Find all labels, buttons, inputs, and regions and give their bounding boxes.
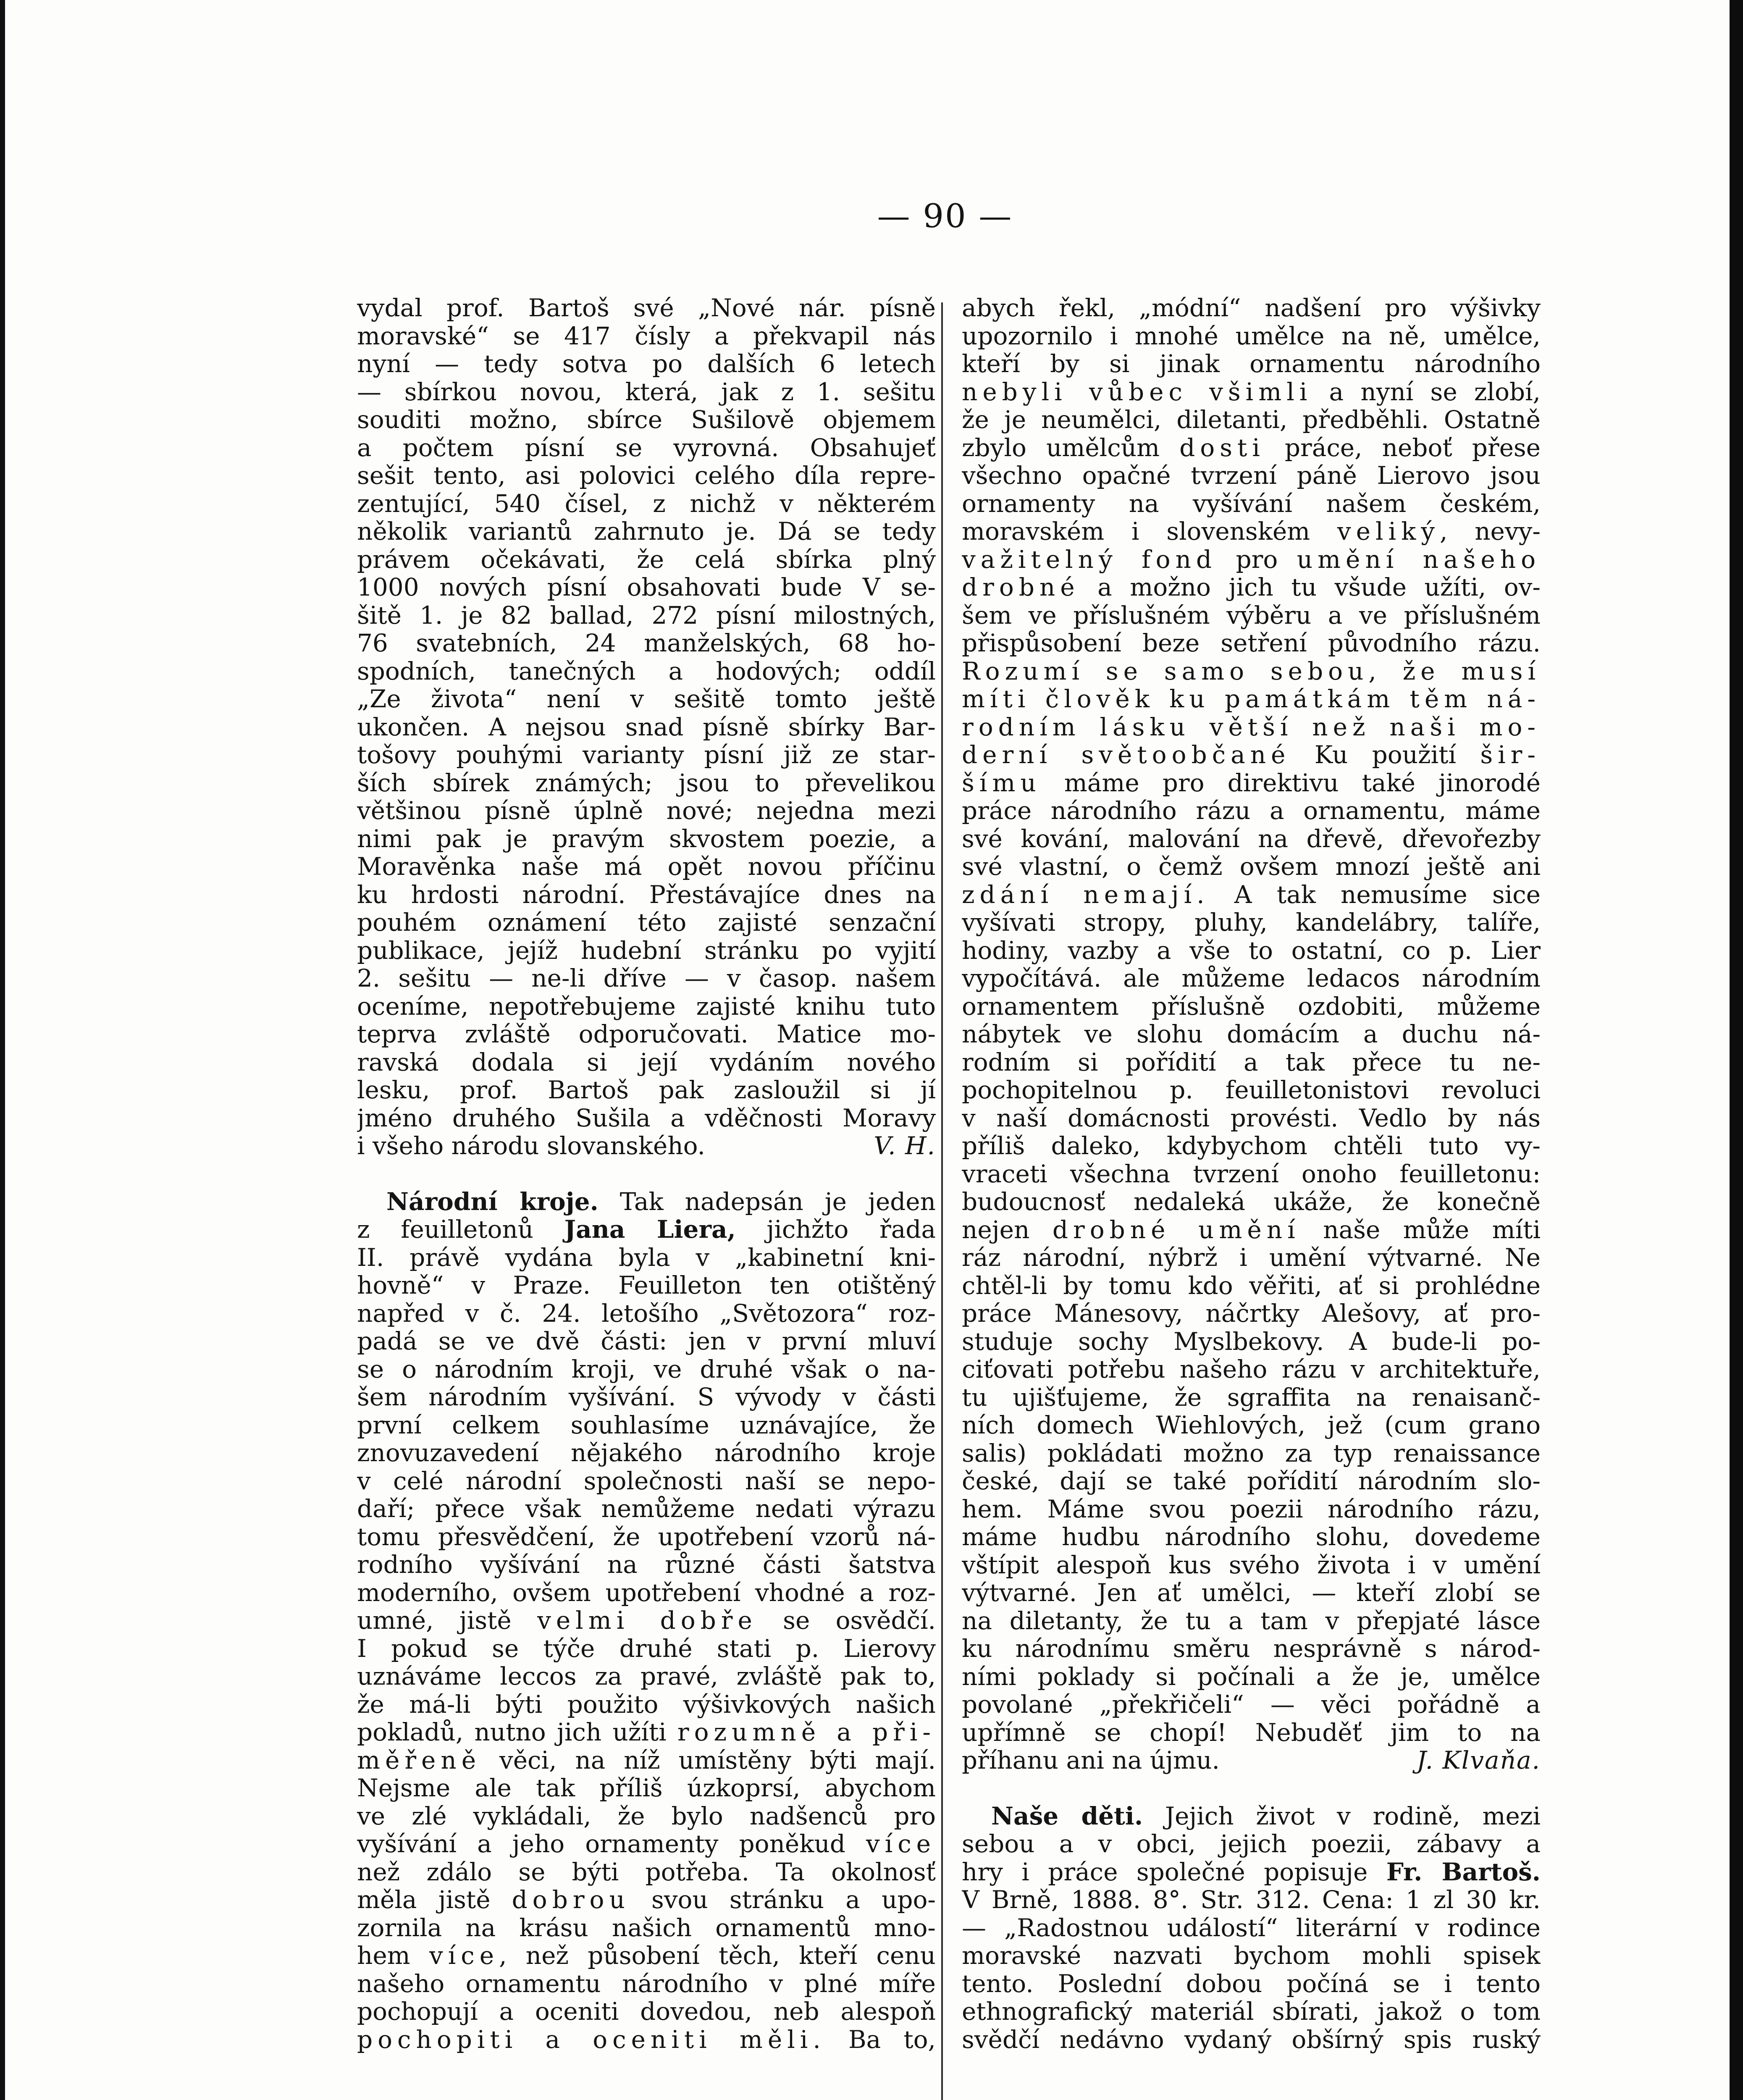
text-span: zbylo umělcům <box>962 433 1180 462</box>
text-line: ku národnímu směru nesprávně s národ- <box>962 1635 1541 1663</box>
left-column <box>357 294 936 2053</box>
text-line: „Ze života“ není v sešitě tomto ještě <box>357 685 936 713</box>
author-name: Jana Liera, <box>564 1215 736 1244</box>
text-line: a počtem písní se vyrovná. Obsahujeť <box>357 433 936 462</box>
text-line: I pokud se týče druhé stati p. Lierovy <box>357 1634 936 1662</box>
text-line <box>357 1606 936 1635</box>
text-span: věci, na níž umístěny býti mají. <box>481 1746 936 1774</box>
text-line: ethnografický materiál sbírati, jakož o tom <box>962 1998 1541 2026</box>
text-line <box>962 741 1541 769</box>
text-line: několik variantů zahrnuto je. Dá se tedy <box>357 517 936 546</box>
text-line <box>962 573 1541 601</box>
text-line: uznáváme leccos za pravé, zvláště pak to, <box>357 1662 936 1690</box>
text-line <box>962 881 1541 909</box>
text-span: a možno jich tu všude užíti, ov- <box>1079 573 1541 601</box>
text-line: ních domech Wiehlových, jež (cum grano <box>962 1411 1541 1439</box>
text-line: — „Radostnou událostí“ literární v rodince <box>962 1914 1541 1942</box>
text-line: české, dají se také pořídití národním slo- <box>962 1467 1541 1495</box>
text-span: nejen <box>962 1215 1053 1244</box>
text-span: vyšívání a jeho ornamenty poněkud <box>357 1830 866 1858</box>
text-line: sebou a v obci, jejich poezii, zábavy a <box>962 1830 1541 1858</box>
text-line <box>357 1132 936 1160</box>
review-bartos-article <box>357 294 936 1160</box>
text-line: souditi možno, sbírce Sušilově objemem <box>357 406 936 434</box>
spaced-emphasis: měřeně <box>357 1746 481 1774</box>
text-line: lesku, prof. Bartoš pak zasloužil si jí <box>357 1076 936 1104</box>
text-line <box>357 2026 936 2054</box>
spaced-emphasis: více <box>866 1830 936 1858</box>
text-span: pokladů, nutno jich užíti <box>357 1718 677 1746</box>
spaced-emphasis: drobné <box>962 573 1080 601</box>
text-line: upřímně se chopí! Nebuděť jim to na <box>962 1718 1541 1746</box>
text-line: pochopují a oceniti dovedou, neb alespoň <box>357 1998 936 2026</box>
text-line: všechno opačné tvrzení páně Lierovo jsou <box>962 462 1541 490</box>
text-line <box>962 517 1541 546</box>
text-line: — sbírkou novou, která, jak z 1. sešitu <box>357 378 936 406</box>
text-line: ráz národní, nýbrž i umění výtvarné. Ne <box>962 1244 1541 1272</box>
text-line: výtvarné. Jen ať umělci, — kteří zlobí se <box>962 1579 1541 1607</box>
text-line: první celkem souhlasíme uznávajíce, že <box>357 1411 936 1439</box>
text-line: šem ve příslušném výběru a ve příslušném <box>962 601 1541 629</box>
text-line: zentující, 540 čísel, z nichž v některém <box>357 489 936 517</box>
article-heading: Národní kroje. <box>386 1187 598 1215</box>
text-line: ukončen. A nejsou snad písně sbírky Bar- <box>357 713 936 741</box>
author-name: Fr. Bartoš. <box>1386 1858 1541 1886</box>
text-line: pouhém oznámení této zajisté senzační <box>357 908 936 937</box>
text-line: své kování, malování na dřevě, dřevořezby <box>962 824 1541 853</box>
text-line: vyšívati stropy, pluhy, kandelábry, talíře, <box>962 908 1541 937</box>
text-line: ku hrdosti národní. Přestávajíce dnes na <box>357 880 936 908</box>
spaced-emphasis: veliký <box>1337 517 1440 546</box>
text-line: právem očekávati, že celá sbírka plný <box>357 545 936 573</box>
text-line: Rozumí se samo sebou, že musí <box>962 657 1541 685</box>
spaced-emphasis: šímu <box>962 769 1041 797</box>
text-line: svědčí nedávno vydaný obšírný spis ruský <box>962 2025 1541 2053</box>
spaced-emphasis: derní světoobčané <box>962 741 1291 769</box>
text-line: povolané „překřičeli“ — věci pořádně a <box>962 1690 1541 1719</box>
text-line: své vlastní, o čemž ovšem mnozí ještě ani <box>962 853 1541 881</box>
text-line: nyní — tedy sotva po dalších 6 letech <box>357 350 936 378</box>
text-line: šem národním vyšívání. S vývody v části <box>357 1383 936 1411</box>
text-line: nábytek ve slohu domácím a duchu ná- <box>962 1020 1541 1048</box>
spaced-emphasis: pochopiti a oceniti měli. <box>357 2025 826 2053</box>
text-line <box>962 1858 1541 1886</box>
text-line-content: i všeho národu slovanského. <box>357 1132 705 1160</box>
text-line <box>962 1216 1541 1244</box>
article-heading: Naše děti. <box>991 1802 1143 1830</box>
text-span: práce, neboť přese <box>1265 433 1541 462</box>
author-signature: V. H. <box>874 1132 936 1160</box>
text-span: pro <box>1217 545 1297 573</box>
text-line <box>357 1830 936 1858</box>
text-line: rodního vyšívání na různé části šatstva <box>357 1551 936 1579</box>
text-span: měla jistě <box>357 1886 512 1914</box>
text-line: Nejsme ale tak příliš úzkoprsí, abychom <box>357 1774 936 1802</box>
text-line <box>357 1886 936 1914</box>
text-line: našeho ornamentu národního v plné míře <box>357 1969 936 1998</box>
text-line <box>962 1802 1541 1830</box>
text-line: v naší domácnosti provésti. Vedlo by nás <box>962 1104 1541 1132</box>
text-span: a nyní se zlobí, <box>1312 378 1541 406</box>
text-span: Ba to, <box>825 2025 936 2053</box>
text-span: Ku použití <box>1290 741 1480 769</box>
text-line: tento. Poslední dobou počíná se i tento <box>962 1969 1541 1998</box>
text-span: naše může míti <box>1300 1215 1541 1244</box>
spaced-emphasis: umění našeho <box>1297 545 1541 573</box>
text-line: sešit tento, asi polovici celého díla repre- <box>357 462 936 490</box>
text-line: příliš daleko, kdybychom chtěli tuto vy- <box>962 1132 1541 1160</box>
text-line: většinou písně úplně nové; nejedna mezi <box>357 797 936 825</box>
text-line: než zdálo se býti potřeba. Ta okolnosť <box>357 1858 936 1886</box>
spaced-emphasis: dosti <box>1179 433 1265 462</box>
text-line: padá se ve dvě části: jen v první mluví <box>357 1327 936 1355</box>
text-line: studuje sochy Myslbekovy. A bude-li po- <box>962 1327 1541 1355</box>
text-line: práce národního rázu a ornamentu, máme <box>962 797 1541 825</box>
spaced-emphasis: rozumně a při- <box>677 1718 936 1746</box>
text-line: jméno druhého Sušila a vděčnosti Moravy <box>357 1104 936 1132</box>
spaced-emphasis: drobné umění <box>1052 1215 1300 1244</box>
spaced-emphasis: šir- <box>1480 741 1541 769</box>
spaced-emphasis: važitelný fond <box>962 545 1217 573</box>
text-line: hodiny, vazby a vše to ostatní, co p. Lier <box>962 936 1541 964</box>
text-line: salis) pokládati možno za typ renaissance <box>962 1439 1541 1467</box>
spaced-emphasis: více <box>429 1942 499 1970</box>
text-line: ornamentem příslušně ozdobiti, můžeme <box>962 992 1541 1020</box>
text-span: jichžto řada <box>735 1215 936 1244</box>
text-line: teprva zvláště odporučovati. Matice mo- <box>357 1020 936 1048</box>
text-span: se osvědčí. <box>757 1606 936 1635</box>
text-line <box>962 769 1541 797</box>
scan-edge-right <box>1730 0 1743 2100</box>
text-span: Jejich život v rodině, mezi <box>1143 1802 1541 1830</box>
text-line: publikace, jejíž hudební stránku po vyjití <box>357 936 936 964</box>
text-line <box>357 1215 936 1244</box>
text-line: vypočítává. ale můžeme ledacos národním <box>962 964 1541 992</box>
text-line: 1000 nových písní obsahovati bude V se- <box>357 573 936 601</box>
text-line <box>357 1746 936 1774</box>
column-divider <box>941 302 943 2100</box>
text-span: z feuilletonů <box>357 1215 564 1244</box>
text-span: hem <box>357 1942 429 1970</box>
text-line: Moravěnka naše má opět novou příčinu <box>357 853 936 881</box>
text-line <box>962 546 1541 574</box>
text-span: , nevy- <box>1440 517 1541 546</box>
text-line: budoucnosť nedaleká ukáže, že konečně <box>962 1188 1541 1216</box>
text-line: nimi pak je pravým skvostem poezie, a <box>357 824 936 853</box>
spaced-emphasis: dobrou <box>512 1886 630 1914</box>
text-line: ciťovati potřebu našeho rázu v architektuře, <box>962 1355 1541 1383</box>
text-line: moderního, ovšem upotřebení vhodné a roz- <box>357 1578 936 1606</box>
text-line-content: příhanu ani na újmu. <box>962 1746 1220 1774</box>
text-line <box>357 1188 936 1216</box>
text-line: ornamenty na vyšívání našem českém, <box>962 489 1541 517</box>
spaced-emphasis: zdání nemají. <box>962 880 1210 908</box>
text-line: že má-li býti použito výšivkových našich <box>357 1690 936 1718</box>
text-line <box>962 434 1541 462</box>
text-line: daří; přece však nemůžeme nedati výrazu <box>357 1495 936 1523</box>
text-line: 76 svatebních, 24 manželských, 68 ho- <box>357 629 936 657</box>
text-line: moravské nazvati bychom mohli spisek <box>962 1942 1541 1970</box>
text-span: moravském i slovenském <box>962 517 1337 546</box>
text-line: ravská dodala si její vydáním nového <box>357 1048 936 1076</box>
text-line: rodním si pořídití a tak přece tu ne- <box>962 1048 1541 1076</box>
right-column <box>962 294 1541 2053</box>
text-line: abych řekl, „módní“ nadšení pro výšivky <box>962 294 1541 322</box>
scan-edge-left <box>0 0 5 2100</box>
page-number: — 90 — <box>877 197 1013 235</box>
text-line: tošovy pouhými varianty písní již ze star- <box>357 741 936 769</box>
text-span: umné, jistě <box>357 1606 538 1635</box>
spaced-emphasis: nebyli vůbec všimli <box>962 378 1312 406</box>
text-line: pochopitelnou p. feuilletonistovi revoluci <box>962 1076 1541 1104</box>
text-line: zornila na krásu našich ornamentů mno- <box>357 1914 936 1942</box>
text-line: ších sbírek známých; jsou to převelikou <box>357 769 936 797</box>
nase-deti-article <box>962 1802 1541 2054</box>
text-line: práce Mánesovy, náčrtky Alešovy, ať pro- <box>962 1299 1541 1328</box>
text-line <box>357 1942 936 1970</box>
text-line: oceníme, nepotřebujeme zajisté knihu tuto <box>357 992 936 1020</box>
text-line: vštípit alespoň kus svého života i v umění <box>962 1551 1541 1579</box>
narodni-kroje-continuation <box>962 294 1541 1774</box>
text-line: míti člověk ku památkám těm ná- <box>962 685 1541 713</box>
text-line: ve zlé vykládali, že bylo nadšenců pro <box>357 1802 936 1830</box>
spaced-emphasis: velmi dobře <box>537 1606 757 1635</box>
text-line: máme hudbu národního slohu, dovedeme <box>962 1523 1541 1551</box>
text-line: na diletanty, že tu a tam v přepjaté lásce <box>962 1606 1541 1635</box>
text-span: svou stránku a upo- <box>630 1886 936 1914</box>
text-line <box>357 1718 936 1746</box>
text-line: přispůsobení beze setření původního rázu. <box>962 629 1541 657</box>
narodni-kroje-article <box>357 1188 936 2054</box>
text-line: chtěl-li by tomu kdo věřiti, ať si prohlédne <box>962 1271 1541 1299</box>
text-line: znovuzavedení nějakého národního kroje <box>357 1439 936 1467</box>
text-span: máme pro direktivu také jinorodé <box>1041 769 1541 797</box>
text-line: tomu přesvědčení, že upotřebení vzorů ná- <box>357 1522 936 1551</box>
text-line: že je neumělci, diletanti, předběhli. Ostatně <box>962 406 1541 434</box>
text-line: rodním lásku větší než naši mo- <box>962 713 1541 741</box>
text-line: kteří by si jinak ornamentu národního <box>962 350 1541 378</box>
text-line: hem. Máme svou poezii národního rázu, <box>962 1495 1541 1523</box>
text-line: 2. sešitu — ne-li dříve — v časop. našem <box>357 964 936 992</box>
text-line: vydal prof. Bartoš své „Nové nár. písně <box>357 294 936 322</box>
text-line: vraceti všechna tvrzení onoho feuilletonu: <box>962 1160 1541 1188</box>
text-span: hry i práce společné popisuje <box>962 1858 1386 1886</box>
text-line: se o národním kroji, ve druhé však o na- <box>357 1355 936 1383</box>
text-line: šitě 1. je 82 ballad, 272 písní milostných, <box>357 601 936 629</box>
text-line <box>962 378 1541 406</box>
text-span: , než působení těch, kteří cenu <box>499 1942 936 1970</box>
text-line: hovně“ v Praze. Feuilleton ten otištěný <box>357 1271 936 1299</box>
text-line: tu ujišťujeme, že sgraffita na renaisanč- <box>962 1383 1541 1411</box>
text-line <box>962 1746 1541 1774</box>
text-line: ními poklady si počínali a že je, umělce <box>962 1662 1541 1690</box>
text-line: napřed v č. 24. letošího „Světozora“ roz- <box>357 1299 936 1327</box>
author-signature: J. Klvaňa. <box>1416 1746 1541 1774</box>
text-line: II. právě vydána byla v „kabinetní kni- <box>357 1243 936 1271</box>
text-line: upozornilo i mnohé umělce na ně, umělce, <box>962 322 1541 350</box>
text-line: v celé národní společnosti naší se nepo- <box>357 1467 936 1495</box>
text-line: spodních, tanečných a hodových; oddíl <box>357 657 936 685</box>
text-span: A tak nemusíme sice <box>1209 880 1541 908</box>
text-line: V Brně, 1888. 8°. Str. 312. Cena: 1 zl 30 kr. <box>962 1886 1541 1914</box>
text-line: moravské“ se 417 čísly a překvapil nás <box>357 322 936 350</box>
text-span: Tak nadepsán je jeden <box>598 1187 936 1215</box>
